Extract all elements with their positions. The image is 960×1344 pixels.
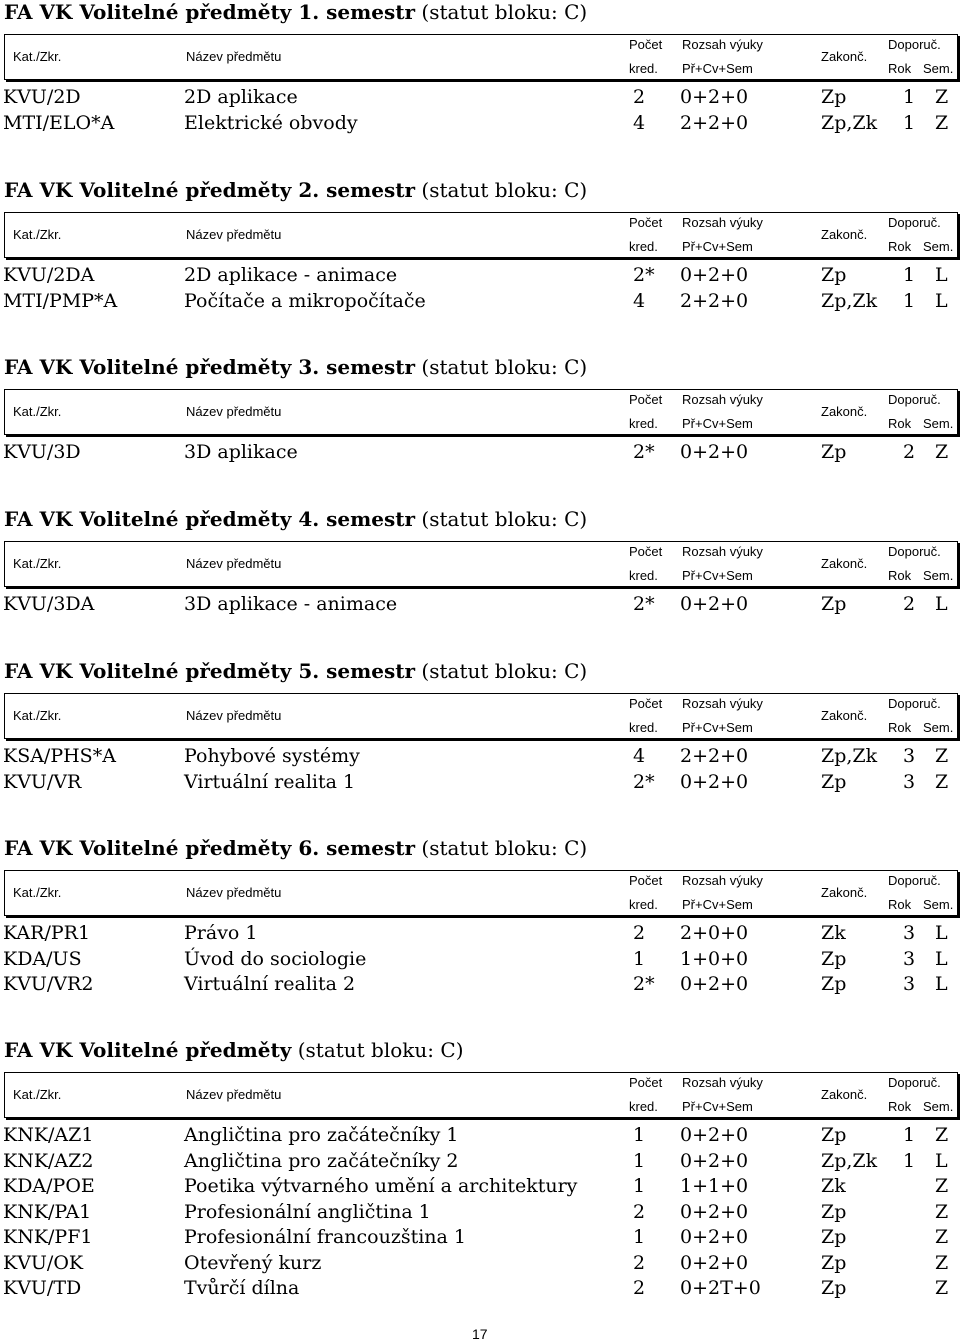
course-name: 2D aplikace [184,86,298,108]
course-credits: 2* [633,770,655,793]
header-credits-unit: kred. [629,239,658,254]
header-recommended-year: Rok [888,1099,912,1114]
header-range: Rozsah výuky [682,1075,763,1090]
course-code: KVU/3DA [3,593,95,615]
course-range: 0+2+0 [680,264,749,286]
section-title [4,355,587,379]
course-year: 3 [903,770,916,793]
page-number: 17 [472,1326,488,1342]
course-semester: Z [935,1175,949,1197]
course-credits: 1 [633,1175,646,1197]
section-title-status: (statut bloku: C) [415,178,588,202]
course-semester: Z [935,1277,949,1299]
course-range: 0+2+0 [680,770,749,793]
header-completion: Zakonč. [821,885,868,900]
table-header [4,34,958,80]
course-credits: 2* [633,264,655,286]
header-credits: Počet [629,215,663,230]
section-title [4,1038,464,1062]
course-credits: 4 [633,745,646,767]
section [0,507,960,659]
course-range: 0+2+0 [680,1226,749,1248]
course-year: 1 [903,1149,916,1172]
section-title [4,659,587,683]
table-row [0,745,960,770]
course-name: Profesionální angličtina 1 [184,1200,431,1223]
course-semester: Z [935,1124,949,1146]
course-code: KNK/AZ2 [3,1149,94,1172]
section [0,0,960,152]
course-range: 2+2+0 [680,111,749,134]
table-row [0,1226,960,1251]
header-name: Název předmětu [186,404,282,419]
course-name: Angličtina pro začátečníky 2 [184,1149,459,1172]
table-row [0,593,960,618]
table-row [0,973,960,998]
course-range: 2+2+0 [680,745,749,767]
course-semester: Z [935,441,949,463]
header-credits: Počet [629,544,663,559]
table-row [0,1175,960,1200]
course-code: KNK/AZ1 [3,1124,94,1146]
section-title-main: FA VK Volitelné předměty [4,1038,292,1062]
course-completion: Zp [821,973,847,995]
course-code: KSA/PHS*A [3,745,116,767]
section-title-main: FA VK Volitelné předměty 3. semestr [4,355,416,379]
course-year: 3 [903,973,916,995]
course-completion: Zp [821,441,847,463]
course-semester: L [935,1149,948,1172]
section [0,836,960,995]
header-recommended: Doporuč. [888,1075,941,1090]
course-range: 2+2+0 [680,289,749,312]
header-credits: Počet [629,392,663,407]
table-header [4,389,958,435]
header-range: Rozsah výuky [682,37,763,52]
header-recommended-year: Rok [888,416,912,431]
course-credits: 2* [633,593,655,615]
course-name: Profesionální francouzština 1 [184,1226,467,1248]
course-credits: 1 [633,1226,646,1248]
header-recommended-year: Rok [888,239,912,254]
header-credits-unit: kred. [629,720,658,735]
table-row [0,112,960,137]
header-credits-unit: kred. [629,61,658,76]
table-row [0,1252,960,1277]
course-credits: 2* [633,973,655,995]
course-name: Právo 1 [184,922,258,944]
header-recommended: Doporuč. [888,696,941,711]
course-name: 2D aplikace - animace [184,264,398,286]
course-completion: Zp [821,770,847,793]
course-year: 3 [903,922,916,944]
course-name: Angličtina pro začátečníky 1 [184,1124,459,1146]
course-code: KNK/PA1 [3,1200,92,1223]
course-year: 2 [903,593,916,615]
header-code: Kat./Zkr. [13,885,62,900]
header-credits: Počet [629,696,663,711]
course-range: 0+2+0 [680,441,749,463]
table-header [4,541,958,587]
course-code: KDA/US [3,947,82,970]
course-code: KVU/TD [3,1277,82,1299]
section-title-status: (statut bloku: C) [291,1038,464,1062]
header-recommended: Doporuč. [888,215,941,230]
course-year: 1 [903,264,916,286]
course-range: 0+2+0 [680,86,749,108]
header-recommended-year: Rok [888,61,912,76]
header-range: Rozsah výuky [682,392,763,407]
course-completion: Zp [821,1277,847,1299]
course-code: KVU/2DA [3,264,95,286]
course-completion: Zp,Zk [821,111,878,134]
table-row [0,290,960,315]
course-credits: 2 [633,1251,646,1274]
header-code: Kat./Zkr. [13,708,62,723]
section [0,178,960,330]
section-title-status: (statut bloku: C) [415,0,588,24]
header-credits: Počet [629,37,663,52]
header-range-split: Př+Cv+Sem [682,239,753,254]
header-recommended-year: Rok [888,568,912,583]
course-year: 2 [903,441,916,463]
course-completion: Zp [821,593,847,615]
header-recommended-sem: Sem. [923,897,954,912]
course-completion: Zk [821,922,846,944]
course-semester: Z [935,111,949,134]
course-name: Virtuální realita 2 [184,973,356,995]
table-header [4,693,958,739]
section [0,355,960,507]
header-name: Název předmětu [186,708,282,723]
section-title-main: FA VK Volitelné předměty 2. semestr [4,178,416,202]
table-header [4,870,958,916]
course-code: KAR/PR1 [3,922,91,944]
table-row [0,441,960,466]
course-code: KVU/2D [3,86,81,108]
header-code: Kat./Zkr. [13,404,62,419]
header-recommended-year: Rok [888,720,912,735]
course-year: 3 [903,745,916,767]
header-credits-unit: kred. [629,568,658,583]
table-header [4,1072,958,1118]
course-completion: Zp [821,264,847,286]
header-range: Rozsah výuky [682,696,763,711]
course-semester: L [935,947,948,970]
course-completion: Zp,Zk [821,1149,878,1172]
course-name: Elektrické obvody [184,111,358,134]
course-name: Úvod do sociologie [184,947,367,970]
header-range: Rozsah výuky [682,544,763,559]
course-code: KVU/VR [3,770,82,793]
section-title-status: (statut bloku: C) [415,355,588,379]
table-row [0,771,960,796]
course-name: Otevřený kurz [184,1251,322,1274]
section-title-main: FA VK Volitelné předměty 5. semestr [4,659,416,683]
course-completion: Zp,Zk [821,289,878,312]
course-code: KVU/OK [3,1251,84,1274]
course-credits: 1 [633,947,646,970]
course-code: KVU/3D [3,441,81,463]
course-credits: 2 [633,1200,646,1223]
course-code: KNK/PF1 [3,1226,93,1248]
header-name: Název předmětu [186,227,282,242]
header-recommended: Doporuč. [888,873,941,888]
header-range-split: Př+Cv+Sem [682,720,753,735]
header-code: Kat./Zkr. [13,227,62,242]
course-name: 3D aplikace - animace [184,593,398,615]
header-range-split: Př+Cv+Sem [682,416,753,431]
header-recommended-sem: Sem. [923,61,954,76]
course-year: 1 [903,1124,916,1146]
header-completion: Zakonč. [821,227,868,242]
section [0,659,960,811]
course-completion: Zp,Zk [821,745,878,767]
course-range: 1+1+0 [680,1175,749,1197]
course-name: Poetika výtvarného umění a architektury [184,1175,578,1197]
course-year: 1 [903,111,916,134]
section-title [4,178,587,202]
course-semester: L [935,973,948,995]
course-completion: Zk [821,1175,846,1197]
header-completion: Zakonč. [821,404,868,419]
header-credits-unit: kred. [629,1099,658,1114]
section-title-main: FA VK Volitelné předměty 4. semestr [4,507,416,531]
course-credits: 1 [633,1149,646,1172]
table-row [0,264,960,289]
section-title-status: (statut bloku: C) [415,659,588,683]
course-credits: 1 [633,1124,646,1146]
course-range: 0+2+0 [680,593,749,615]
course-range: 0+2+0 [680,1200,749,1223]
header-code: Kat./Zkr. [13,1087,62,1102]
course-completion: Zp [821,1251,847,1274]
course-code: MTI/ELO*A [3,111,115,134]
header-range-split: Př+Cv+Sem [682,1099,753,1114]
section-title-status: (statut bloku: C) [415,507,588,531]
header-range: Rozsah výuky [682,215,763,230]
course-range: 0+2+0 [680,1251,749,1274]
header-recommended: Doporuč. [888,392,941,407]
course-year: 1 [903,86,916,108]
course-credits: 2* [633,441,655,463]
course-range: 0+2T+0 [680,1277,761,1299]
header-recommended-sem: Sem. [923,416,954,431]
course-code: KDA/POE [3,1175,95,1197]
course-credits: 2 [633,86,646,108]
table-row [0,948,960,973]
header-recommended-sem: Sem. [923,1099,954,1114]
course-completion: Zp [821,86,847,108]
header-range: Rozsah výuky [682,873,763,888]
course-code: MTI/PMP*A [3,289,118,312]
course-completion: Zp [821,1124,847,1146]
section-title [4,836,587,860]
course-semester: Z [935,86,949,108]
header-recommended-sem: Sem. [923,239,954,254]
header-recommended-year: Rok [888,897,912,912]
course-completion: Zp [821,947,847,970]
header-recommended-sem: Sem. [923,720,954,735]
course-semester: Z [935,1200,949,1223]
header-credits: Počet [629,1075,663,1090]
course-range: 2+0+0 [680,922,749,944]
table-header [4,212,958,258]
course-semester: L [935,264,948,286]
header-credits: Počet [629,873,663,888]
header-credits-unit: kred. [629,897,658,912]
header-completion: Zakonč. [821,1087,868,1102]
course-name: 3D aplikace [184,441,298,463]
course-range: 1+0+0 [680,947,749,970]
header-name: Název předmětu [186,556,282,571]
course-completion: Zp [821,1226,847,1248]
course-range: 0+2+0 [680,973,749,995]
section-title-main: FA VK Volitelné předměty 6. semestr [4,836,416,860]
table-row [0,1150,960,1175]
course-semester: L [935,922,948,944]
header-code: Kat./Zkr. [13,49,62,64]
table-row [0,922,960,947]
course-semester: L [935,593,948,615]
course-semester: Z [935,745,949,767]
course-name: Pohybové systémy [184,745,360,767]
header-credits-unit: kred. [629,416,658,431]
course-credits: 4 [633,289,646,312]
header-range-split: Př+Cv+Sem [682,568,753,583]
course-year: 1 [903,289,916,312]
header-name: Název předmětu [186,1087,282,1102]
course-semester: Z [935,770,949,793]
course-credits: 2 [633,1277,646,1299]
table-row [0,1124,960,1149]
course-semester: L [935,289,948,312]
header-completion: Zakonč. [821,49,868,64]
header-recommended-sem: Sem. [923,568,954,583]
table-row [0,1277,960,1302]
course-credits: 4 [633,111,646,134]
section-title-main: FA VK Volitelné předměty 1. semestr [4,0,416,24]
header-completion: Zakonč. [821,708,868,723]
header-name: Název předmětu [186,885,282,900]
table-row [0,1201,960,1226]
section-title-status: (statut bloku: C) [415,836,588,860]
section-title [4,0,587,24]
header-recommended: Doporuč. [888,37,941,52]
header-range-split: Př+Cv+Sem [682,61,753,76]
course-semester: Z [935,1251,949,1274]
course-semester: Z [935,1226,949,1248]
course-range: 0+2+0 [680,1149,749,1172]
section [0,1038,960,1299]
header-name: Název předmětu [186,49,282,64]
header-range-split: Př+Cv+Sem [682,897,753,912]
course-code: KVU/VR2 [3,973,94,995]
course-name: Virtuální realita 1 [184,770,356,793]
section-title [4,507,587,531]
course-credits: 2 [633,922,646,944]
header-recommended: Doporuč. [888,544,941,559]
course-range: 0+2+0 [680,1124,749,1146]
course-name: Tvůrčí dílna [184,1277,300,1299]
course-name: Počítače a mikropočítače [184,289,426,312]
header-completion: Zakonč. [821,556,868,571]
table-row [0,86,960,111]
header-code: Kat./Zkr. [13,556,62,571]
course-year: 3 [903,947,916,970]
course-completion: Zp [821,1200,847,1223]
